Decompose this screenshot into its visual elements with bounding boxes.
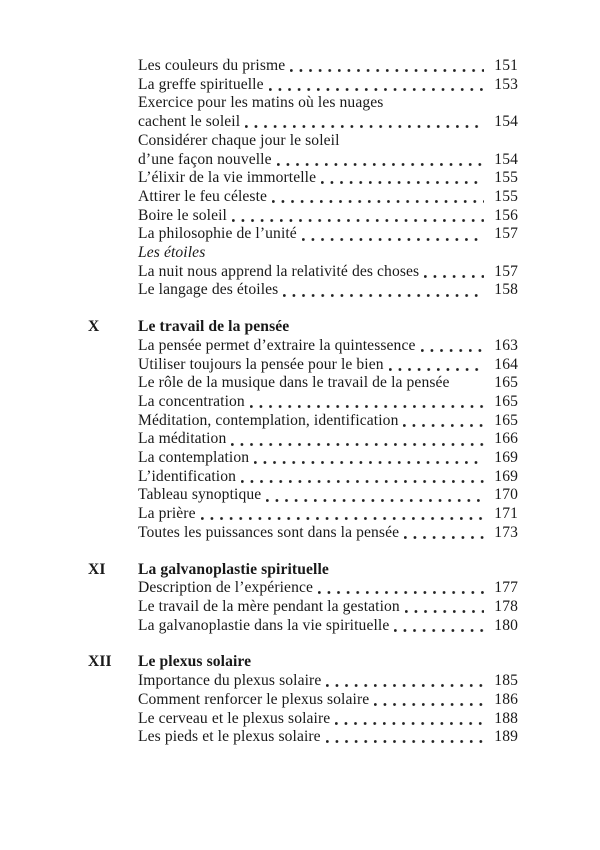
toc-entry-page: 171 bbox=[494, 505, 518, 523]
toc-entry-label: Méditation, contemplation, identification bbox=[138, 411, 399, 429]
dot-leader bbox=[424, 263, 484, 282]
dot-leader bbox=[389, 356, 484, 375]
toc-entry-page: 154 bbox=[494, 113, 518, 131]
toc-entry-label: d’une façon nouvelle bbox=[138, 150, 272, 168]
chapter-title: La galvanoplastie spirituelle bbox=[138, 560, 329, 578]
toc-entry bbox=[138, 579, 518, 598]
dot-leader bbox=[326, 728, 484, 747]
dot-leader bbox=[335, 710, 484, 729]
toc-entry bbox=[138, 113, 518, 132]
toc-entry-page: 151 bbox=[494, 57, 518, 74]
dot-leader bbox=[302, 225, 484, 244]
toc-entry-page: 169 bbox=[494, 449, 518, 467]
chapter-title: Le travail de la pensée bbox=[138, 318, 290, 336]
toc-entry bbox=[138, 337, 518, 356]
toc-entry bbox=[138, 468, 518, 487]
chapter-heading bbox=[88, 560, 518, 580]
toc-entry-page: 173 bbox=[494, 523, 518, 541]
toc-entry bbox=[138, 225, 518, 244]
toc-entry bbox=[138, 94, 518, 113]
toc-entry-label: cachent le soleil bbox=[138, 113, 241, 131]
toc-entry bbox=[138, 244, 518, 263]
toc-entry bbox=[138, 393, 518, 412]
dot-leader bbox=[283, 281, 484, 300]
toc-entry bbox=[138, 132, 518, 151]
dot-leader bbox=[272, 188, 484, 207]
table-of-contents bbox=[88, 57, 518, 747]
toc-entry-label: La concentration bbox=[138, 392, 245, 410]
dot-leader bbox=[405, 598, 484, 617]
toc-entry bbox=[138, 430, 518, 449]
toc-entry-label: Utiliser toujours la pensée pour le bien bbox=[138, 355, 384, 373]
toc-entry-label: Les couleurs du prisme bbox=[138, 57, 286, 74]
toc-entry-label: La pensée permet d’extraire la quintessence bbox=[138, 336, 416, 354]
toc-entry-page: 178 bbox=[494, 597, 518, 615]
toc-entry bbox=[138, 598, 518, 617]
toc-section bbox=[88, 318, 518, 542]
toc-entry-label: La philosophie de l’unité bbox=[138, 225, 297, 243]
toc-entry-label: La méditation bbox=[138, 430, 227, 448]
toc-entry-label: Les pieds et le plexus solaire bbox=[138, 728, 321, 746]
toc-section bbox=[88, 57, 518, 300]
toc-entry-label: Considérer chaque jour le soleil bbox=[138, 131, 340, 149]
toc-entry-label: Boire le soleil bbox=[138, 206, 227, 224]
toc-entry bbox=[138, 505, 518, 524]
toc-entry-page: 170 bbox=[494, 486, 518, 504]
toc-entry-label: Le langage des étoiles bbox=[138, 281, 279, 299]
toc-entry-label: La nuit nous apprend la relativité des choses bbox=[138, 262, 420, 280]
dot-leader bbox=[241, 468, 484, 487]
toc-entry bbox=[138, 412, 518, 431]
toc-entry-label: La prière bbox=[138, 505, 196, 523]
toc-entry-label: L’identification bbox=[138, 467, 237, 485]
toc-entry bbox=[138, 356, 518, 375]
toc-entry-label: Les étoiles bbox=[138, 244, 206, 262]
dot-leader bbox=[201, 505, 484, 524]
toc-entry-page: 166 bbox=[494, 430, 518, 448]
toc-entry bbox=[138, 617, 518, 636]
dot-leader bbox=[374, 691, 484, 710]
dot-leader bbox=[266, 486, 484, 505]
dot-leader bbox=[277, 151, 484, 170]
toc-entry bbox=[138, 486, 518, 505]
toc-entry-label: La galvanoplastie dans la vie spirituelle bbox=[138, 616, 390, 634]
dot-leader bbox=[231, 430, 484, 449]
toc-entry bbox=[138, 672, 518, 691]
toc-entry bbox=[138, 374, 518, 393]
toc-entry bbox=[138, 710, 518, 729]
toc-entry-page: 156 bbox=[494, 206, 518, 224]
dot-leader bbox=[318, 579, 484, 598]
toc-entry-label: Description de l’expérience bbox=[138, 579, 314, 597]
toc-entry-label: Tableau synoptique bbox=[138, 486, 262, 504]
chapter-heading bbox=[88, 653, 518, 672]
toc-entry-label: Attirer le feu céleste bbox=[138, 187, 268, 205]
toc-entry-page: 158 bbox=[494, 281, 518, 299]
chapter-heading bbox=[88, 318, 518, 337]
toc-entry-page: 177 bbox=[494, 579, 518, 597]
toc-entry bbox=[138, 263, 518, 282]
toc-entry bbox=[138, 449, 518, 468]
toc-entry-label: Exercice pour les matins où les nuages bbox=[138, 94, 384, 112]
toc-entry-label: La greffe spirituelle bbox=[138, 75, 264, 93]
toc-entry-label: Toutes les puissances sont dans la pensée bbox=[138, 523, 400, 541]
toc-entry bbox=[138, 188, 518, 207]
toc-entry bbox=[138, 151, 518, 170]
dot-leader bbox=[232, 207, 484, 226]
dot-leader bbox=[421, 337, 485, 356]
toc-entry-page: 155 bbox=[494, 169, 518, 187]
toc-entry-page: 153 bbox=[494, 75, 518, 93]
toc-entry-label: Comment renforcer le plexus solaire bbox=[138, 690, 370, 708]
entry-list bbox=[138, 579, 518, 635]
entry-list bbox=[138, 337, 518, 543]
dot-leader bbox=[404, 524, 484, 543]
toc-entry bbox=[138, 57, 518, 76]
toc-entry-page: 157 bbox=[494, 262, 518, 280]
chapter-numeral: X bbox=[88, 318, 100, 336]
dot-leader bbox=[321, 169, 484, 188]
toc-entry bbox=[138, 207, 518, 226]
chapter-title: Le plexus solaire bbox=[138, 653, 252, 671]
toc-entry bbox=[138, 169, 518, 188]
toc-entry-label: La contemplation bbox=[138, 449, 250, 467]
toc-entry-page: 185 bbox=[494, 672, 518, 690]
toc-entry bbox=[138, 691, 518, 710]
toc-entry-label: Le travail de la mère pendant la gestation bbox=[138, 597, 400, 615]
toc-entry-page: 157 bbox=[494, 225, 518, 243]
toc-entry-page: 164 bbox=[494, 355, 518, 373]
toc-entry-page: 180 bbox=[494, 616, 518, 634]
toc-entry-label: Importance du plexus solaire bbox=[138, 672, 322, 690]
dot-leader bbox=[254, 449, 484, 468]
toc-section bbox=[88, 561, 518, 636]
toc-entry-label: L’élixir de la vie immortelle bbox=[138, 169, 317, 187]
toc-entry-page: 188 bbox=[494, 709, 518, 727]
dot-leader bbox=[269, 76, 484, 95]
entry-list bbox=[138, 672, 518, 747]
toc-entry-label: Le cerveau et le plexus solaire bbox=[138, 709, 331, 727]
chapter-numeral: XII bbox=[88, 653, 112, 671]
toc-entry-page: 154 bbox=[494, 150, 518, 168]
chapter-numeral: XI bbox=[88, 560, 106, 578]
entry-list bbox=[138, 57, 518, 300]
toc-entry bbox=[138, 524, 518, 543]
toc-entry bbox=[138, 76, 518, 95]
toc-entry-page: 165 bbox=[494, 392, 518, 410]
toc-entry-page: 169 bbox=[494, 467, 518, 485]
toc-section bbox=[88, 653, 518, 747]
toc-entry-page: 189 bbox=[494, 728, 518, 746]
toc-entry bbox=[138, 728, 518, 747]
dot-leader bbox=[394, 617, 484, 636]
dot-leader bbox=[250, 393, 484, 412]
toc-entry bbox=[138, 281, 518, 300]
toc-entry-page: 186 bbox=[494, 690, 518, 708]
dot-leader bbox=[245, 113, 484, 132]
dot-leader bbox=[403, 412, 484, 431]
toc-entry-page: 163 bbox=[494, 336, 518, 354]
toc-entry-label: Le rôle de la musique dans le travail de la pensée bbox=[138, 374, 450, 392]
dot-leader bbox=[455, 374, 484, 393]
toc-entry-page: 165 bbox=[494, 374, 518, 392]
dot-leader bbox=[290, 57, 484, 76]
toc-entry-page: 165 bbox=[494, 411, 518, 429]
dot-leader bbox=[326, 672, 484, 691]
toc-entry-page: 155 bbox=[494, 187, 518, 205]
